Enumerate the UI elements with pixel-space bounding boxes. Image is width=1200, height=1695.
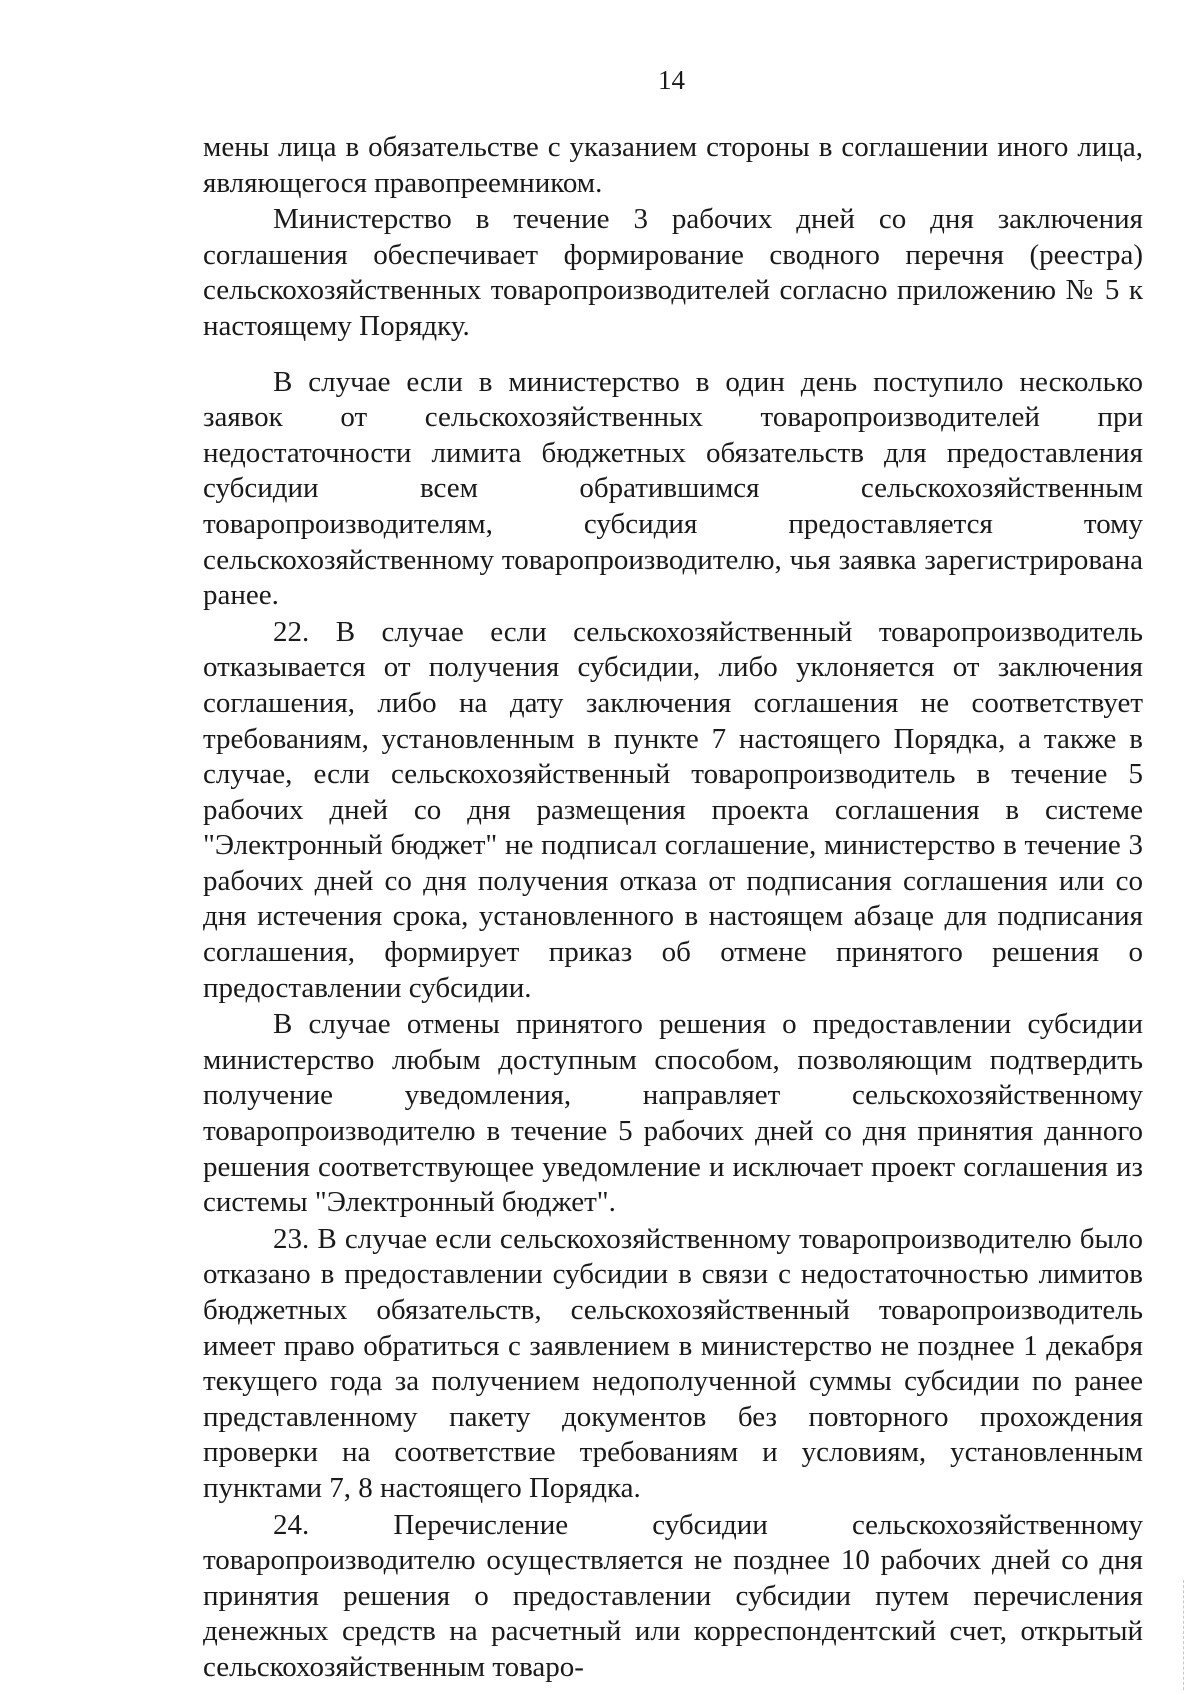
- paragraph-continuation: мены лица в обязательстве с указанием стороны в соглашении иного лица, являющегося правопреемником.: [203, 131, 1143, 199]
- paragraph-multiple-applications: В случае если в министерство в один день поступило несколько заявок от сельскохозяйственных товаропроизводителей при недостаточности лимита бюджетных обязательств для предоставления субсидии всем обратившимся сельскохозяйственным товаропроизводителям, субсидия предоставляется тому сельскохозяйственному товаропроизводителю, чья заявка зарегистрирована ранее.: [203, 365, 1143, 612]
- paragraph-item-23: 23. В случае если сельскохозяйственному товаропроизводителю было отказано в предоставлении субсидии в связи с недостаточностью лимитов бюджетных обязательств, сельскохозяйственный товаропроизводитель имеет право обратиться с заявлением в министерство не позднее 1 декабря текущего года за получением недополученной суммы субсидии по ранее представленному пакету документов без повторного прохождения проверки на соответствие требованиям и условиям, установленным пунктами 7, 8 настоящего Порядка.: [203, 1222, 1143, 1504]
- paragraph-item-24: 24. Перечисление субсидии сельскохозяйственному товаропроизводителю осуществляется не позднее 10 рабочих дней со дня принятия решения о предоставлении субсидии путем перечисления денежных средств на расчетный или корреспондентский счет, открытый сельскохозяйственным товаро-: [203, 1508, 1143, 1683]
- paragraph-cancellation-notice: В случае отмены принятого решения о предоставлении субсидии министерство любым доступным способом, позволяющим подтвердить получение уведомления, направляет сельскохозяйственному товаропроизводителю в течение 5 рабочих дней со дня принятия данного решения соответствующее уведомление и исключает проект соглашения из системы "Электронный бюджет".: [203, 1008, 1143, 1219]
- paragraph-item-22: 22. В случае если сельскохозяйственный товаропроизводитель отказывается от получения субсидии, либо уклоняется от заключения соглашения, либо на дату заключения соглашения не соответствует требованиям, установленным в пункте 7 настоящего Порядка, а также в случае, если сельскохозяйственный товаропроизводитель в течение 5 рабочих дней со дня размещения проекта соглашения в системе "Электронный бюджет" не подписал соглашение, министерство в течение 3 рабочих дней со дня получения отказа от подписания соглашения или со дня истечения срока, установленного в настоящем абзаце для подписания соглашения, формирует приказ об отмене принятого решения о предоставлении субсидии.: [203, 615, 1143, 1004]
- page-number: 14: [658, 65, 685, 95]
- document-body: [203, 130, 1143, 1687]
- paragraph-registry: Министерство в течение 3 рабочих дней со дня заключения соглашения обеспечивает формирование сводного перечня (реестра) сельскохозяйственных товаропроизводителей согласно приложению № 5 к настоящему Порядку.: [203, 203, 1143, 342]
- scan-edge-mark: [1182, 1580, 1184, 1690]
